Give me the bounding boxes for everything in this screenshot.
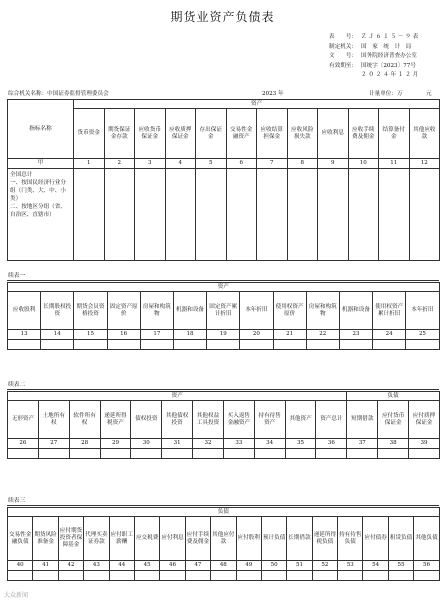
liabilities-group-header: 负债 xyxy=(347,392,440,401)
data-cell xyxy=(193,449,224,459)
divider xyxy=(7,389,439,390)
indicator-name-header: 指标名称 xyxy=(8,100,74,159)
column-header: 其他应收款 xyxy=(409,109,440,159)
column-number: 56 xyxy=(414,561,440,571)
data-cell xyxy=(33,571,58,581)
data-cell xyxy=(287,571,312,581)
column-header: 递延所得税资产 xyxy=(100,401,131,439)
column-header: 机器和设备 xyxy=(339,292,372,330)
column-header: 使用权资产原价 xyxy=(273,292,306,330)
data-cell xyxy=(373,340,406,350)
column-header: 其他资产 xyxy=(285,401,316,439)
data-cell xyxy=(8,571,33,581)
column-header: 应收质押保证金 xyxy=(165,109,196,159)
data-cell xyxy=(109,571,134,581)
column-number: 23 xyxy=(339,330,372,340)
column-number: 32 xyxy=(193,439,224,449)
column-number: 55 xyxy=(388,561,413,571)
column-number: 37 xyxy=(347,439,378,449)
meta-label: 有效期至： xyxy=(329,62,357,69)
main-table xyxy=(7,99,440,261)
data-cell xyxy=(378,449,409,459)
column-header: 结算备付金 xyxy=(379,109,410,159)
column-header: 持有待售负债 xyxy=(338,517,363,561)
data-cell xyxy=(240,340,273,350)
continuation-table-1 xyxy=(7,282,440,350)
column-header: 应收货币保证金 xyxy=(135,109,166,159)
column-header: 软件所有权 xyxy=(69,401,100,439)
watermark: 大众新闻 xyxy=(4,592,29,599)
column-number: 13 xyxy=(8,330,41,340)
column-header: 递延所得税负债 xyxy=(312,517,337,561)
data-cell xyxy=(69,449,100,459)
data-cell xyxy=(100,449,131,459)
meta-value: 国统字〔2023〕77号 xyxy=(361,62,416,69)
column-number: 44 xyxy=(109,561,134,571)
column-header: 其他债权投资 xyxy=(162,401,193,439)
column-number: 47 xyxy=(185,561,210,571)
column-header: 代理买卖证券款 xyxy=(84,517,109,561)
data-cell xyxy=(306,340,339,350)
column-number: 40 xyxy=(8,561,33,571)
column-header: 应付货币保证金 xyxy=(378,401,409,439)
data-cell xyxy=(140,340,173,350)
column-number: 29 xyxy=(100,439,131,449)
column-number: 34 xyxy=(254,439,285,449)
data-cell xyxy=(134,571,159,581)
column-number: 4 xyxy=(165,159,196,169)
column-number: 42 xyxy=(58,561,83,571)
form-meta-values xyxy=(361,33,418,81)
column-header: 资产总计 xyxy=(316,401,347,439)
data-cell xyxy=(285,449,316,459)
data-cell xyxy=(339,340,372,350)
column-header: 长期股权投资 xyxy=(41,292,74,330)
org-name: 综合机关名称：中国证券监督管理委员会 xyxy=(8,91,109,97)
column-header: 期货会员资格投资 xyxy=(74,292,107,330)
column-header: 机器和设备 xyxy=(173,292,206,330)
column-header: 固定资产累计折旧 xyxy=(207,292,240,330)
column-number: 49 xyxy=(236,561,261,571)
data-cell xyxy=(207,340,240,350)
column-header: 应收股利 xyxy=(8,292,41,330)
column-number: 24 xyxy=(373,330,406,340)
column-header: 无形资产 xyxy=(8,401,39,439)
assets-group-header: 资产 xyxy=(8,392,347,401)
section-label: 续表一 xyxy=(8,273,26,279)
column-number: 9 xyxy=(318,159,349,169)
column-header: 应交税费 xyxy=(134,517,159,561)
column-header: 本年折旧 xyxy=(240,292,273,330)
column-header: 其他应付款 xyxy=(211,517,236,561)
column-number: 15 xyxy=(74,330,107,340)
column-header: 应付债券 xyxy=(363,517,388,561)
column-header: 长期借款 xyxy=(287,517,312,561)
data-cell xyxy=(236,571,261,581)
meta-value: Ｚ Ｊ ６ １ ５ － ９ 表 xyxy=(361,34,419,40)
column-number: 11 xyxy=(379,159,410,169)
column-header: 交易性金融负债 xyxy=(8,517,33,561)
data-cell xyxy=(406,340,439,350)
column-number: 54 xyxy=(363,561,388,571)
column-header: 应收结算担保金 xyxy=(257,109,288,159)
section-label: 续表三 xyxy=(8,498,26,504)
column-header: 其他负债 xyxy=(414,517,440,561)
divider xyxy=(7,505,439,506)
data-cell xyxy=(388,571,413,581)
column-number: 14 xyxy=(41,330,74,340)
data-cell xyxy=(38,449,69,459)
data-cell xyxy=(74,340,107,350)
column-header: 交易性金融资产 xyxy=(226,109,257,159)
assets-group-header: 资产 xyxy=(74,100,440,109)
meta-label: 文 号： xyxy=(329,53,357,59)
liabilities-group-header: 负债 xyxy=(8,508,440,517)
column-number: 22 xyxy=(306,330,339,340)
column-header: 应付期货投资者保障基金 xyxy=(58,517,83,561)
column-header: 短期借款 xyxy=(347,401,378,439)
data-cell xyxy=(414,571,440,581)
meta-value: ２ ０ ２ ４ 年 １ ２ 月 xyxy=(361,72,419,78)
column-header: 应付手续费及佣金 xyxy=(185,517,210,561)
column-number: 35 xyxy=(285,439,316,449)
column-header: 使用权资产累计折旧 xyxy=(373,292,406,330)
column-header: 其他权益工具投资 xyxy=(193,401,224,439)
column-header: 租赁负债 xyxy=(388,517,413,561)
column-number: 25 xyxy=(406,330,439,340)
column-header: 应付质押保证金 xyxy=(409,401,440,439)
form-meta-labels xyxy=(311,33,357,71)
meta-label: 表 号： xyxy=(329,34,357,40)
data-cell xyxy=(316,449,347,459)
column-number: 33 xyxy=(223,439,254,449)
column-number: 7 xyxy=(257,159,288,169)
data-cell xyxy=(363,571,388,581)
column-number: 17 xyxy=(140,330,173,340)
assets-group-header: 资产 xyxy=(8,283,440,292)
meta-label: 制定机关： xyxy=(329,43,357,50)
column-number: 50 xyxy=(261,561,286,571)
column-header: 预计负债 xyxy=(261,517,286,561)
column-header: 存出保证金 xyxy=(196,109,227,159)
data-cell xyxy=(131,449,162,459)
column-number: 3 xyxy=(135,159,166,169)
column-number: 8 xyxy=(287,159,318,169)
column-header: 固定资产原价 xyxy=(107,292,140,330)
data-cell xyxy=(107,340,140,350)
column-number: 27 xyxy=(38,439,69,449)
column-number: 36 xyxy=(316,439,347,449)
column-header: 货币资金 xyxy=(74,109,105,159)
column-number: 45 xyxy=(134,561,159,571)
unit-label: 计量单位：万 xyxy=(369,91,403,97)
column-number: 43 xyxy=(84,561,109,571)
continuation-table-3 xyxy=(7,507,440,581)
data-cell xyxy=(273,340,306,350)
column-number: 31 xyxy=(162,439,193,449)
column-number: 52 xyxy=(312,561,337,571)
column-header: 土地所有权 xyxy=(38,401,69,439)
column-header: 应收风险损失款 xyxy=(287,109,318,159)
column-number: 46 xyxy=(160,561,185,571)
column-number: 41 xyxy=(33,561,58,571)
column-number: 28 xyxy=(69,439,100,449)
data-cell xyxy=(8,449,39,459)
column-header: 应收利息 xyxy=(318,109,349,159)
column-number: 53 xyxy=(338,561,363,571)
data-cell xyxy=(84,571,109,581)
section-label: 续表二 xyxy=(8,382,26,388)
unit-yuan: 元 xyxy=(426,91,432,97)
column-number: 12 xyxy=(409,159,440,169)
column-header: 应付股利 xyxy=(236,517,261,561)
column-number: 18 xyxy=(173,330,206,340)
data-cell xyxy=(312,571,337,581)
column-number: 30 xyxy=(131,439,162,449)
column-header: 债权投资 xyxy=(131,401,162,439)
divider xyxy=(7,280,439,281)
column-number: 39 xyxy=(409,439,440,449)
data-cell xyxy=(338,571,363,581)
data-cell xyxy=(261,571,286,581)
data-cell xyxy=(8,340,41,350)
column-number: 1 xyxy=(74,159,105,169)
data-cell xyxy=(254,449,285,459)
data-cell xyxy=(409,449,440,459)
continuation-table-2 xyxy=(7,391,440,459)
column-number: 38 xyxy=(378,439,409,449)
column-header: 买入返售金融资产 xyxy=(223,401,254,439)
meta-value: 国务院经济普查办公室 xyxy=(361,53,417,59)
column-header: 应付职工薪酬 xyxy=(109,517,134,561)
column-number: 20 xyxy=(240,330,273,340)
data-cell xyxy=(223,449,254,459)
column-number: 6 xyxy=(226,159,257,169)
column-number: 甲 xyxy=(8,159,74,169)
column-number: 51 xyxy=(287,561,312,571)
column-number: 5 xyxy=(196,159,227,169)
data-cell xyxy=(41,340,74,350)
column-header: 持有待售资产 xyxy=(254,401,285,439)
column-number: 26 xyxy=(8,439,39,449)
column-number: 48 xyxy=(211,561,236,571)
column-header: 期货风险准备金 xyxy=(33,517,58,561)
data-cell xyxy=(173,340,206,350)
page-title: 期货业资产负债表 xyxy=(170,10,275,24)
data-cell xyxy=(162,449,193,459)
column-number: 21 xyxy=(273,330,306,340)
column-number: 19 xyxy=(207,330,240,340)
column-header: 应收手续费及佣金 xyxy=(348,109,379,159)
data-cell xyxy=(347,449,378,459)
column-header: 本年折旧 xyxy=(406,292,439,330)
column-header: 房屋和构筑物 xyxy=(306,292,339,330)
data-cell xyxy=(160,571,185,581)
data-cell xyxy=(58,571,83,581)
data-cell xyxy=(185,571,210,581)
column-number: 16 xyxy=(107,330,140,340)
data-cell xyxy=(211,571,236,581)
column-number: 10 xyxy=(348,159,379,169)
column-number: 2 xyxy=(104,159,135,169)
column-header: 期货保证金存款 xyxy=(104,109,135,159)
row-labels: 全国总计 一、按国民经济行业分组（门类、大、中、小类） 二、按地区分组（省、自治区、直辖市） xyxy=(8,169,74,261)
report-year: 2023 年 xyxy=(262,91,284,97)
column-header: 房屋和构筑物 xyxy=(140,292,173,330)
meta-value: 国 家 统 计 局 xyxy=(361,43,412,50)
column-header: 应付利息 xyxy=(160,517,185,561)
